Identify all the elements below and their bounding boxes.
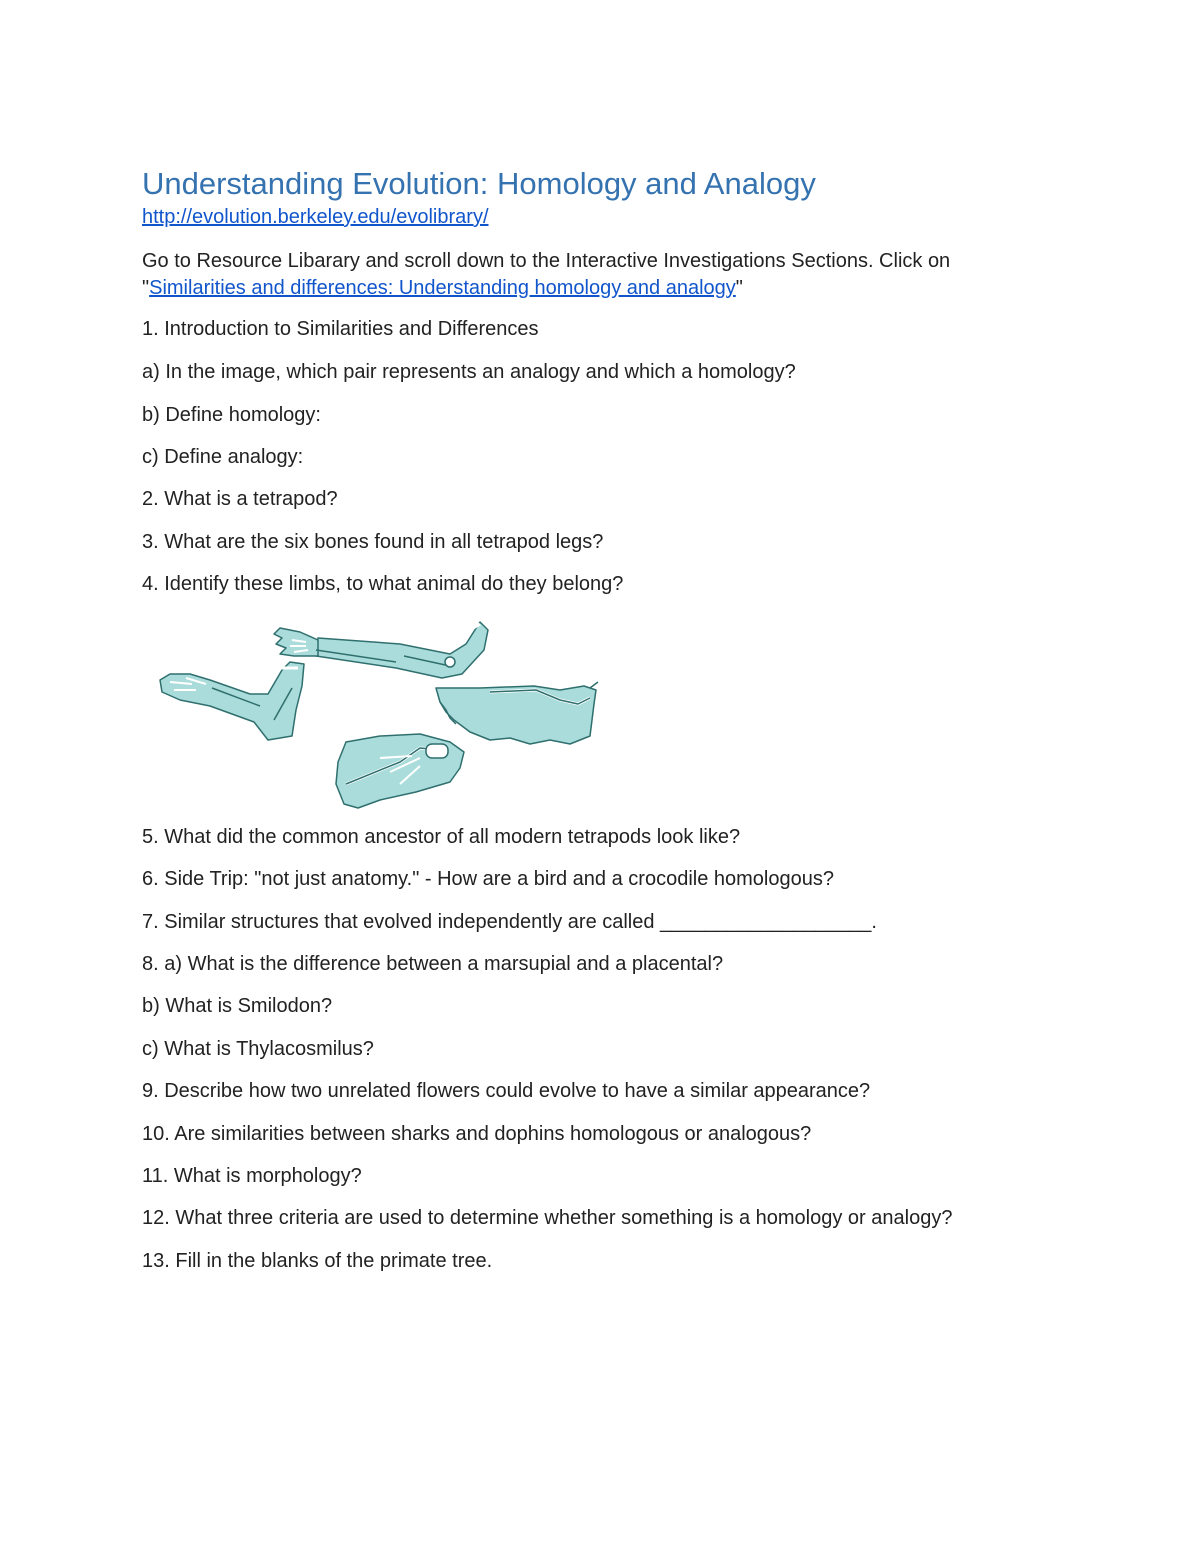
question-4: 4. Identify these limbs, to what animal do they belong?	[142, 573, 624, 595]
question-1c: c) Define analogy:	[142, 446, 304, 468]
instructions-text: Go to Resource Libarary and scroll down to the Interactive Investigations Sections. Click on "	[142, 250, 951, 299]
similarities-differences-link[interactable]: Similarities and differences: Understanding homology and analogy	[149, 277, 736, 299]
question-9: 9. Describe how two unrelated flowers could evolve to have a similar appearance?	[142, 1080, 871, 1102]
question-8b: b) What is Smilodon?	[142, 995, 333, 1017]
source-url-link[interactable]: http://evolution.berkeley.edu/evolibrary/	[142, 206, 489, 228]
question-1: 1. Introduction to Similarities and Differences	[142, 318, 539, 340]
page-title: Understanding Evolution: Homology and Analogy	[142, 166, 816, 201]
cat-leg-image	[160, 662, 304, 740]
question-6: 6. Side Trip: "not just anatomy." - How are a bird and a crocodile homologous?	[142, 868, 834, 890]
question-5: 5. What did the common ancestor of all modern tetrapods look like?	[142, 826, 741, 848]
question-12: 12. What three criteria are used to determine whether something is a homology or analogy?	[142, 1207, 953, 1229]
instructions-quote-close: "	[735, 277, 743, 299]
question-1b: b) Define homology:	[142, 404, 321, 426]
question-11: 11. What is morphology?	[142, 1165, 362, 1187]
question-1a: a) In the image, which pair represents an analogy and which a homology?	[142, 361, 796, 383]
human-arm-image	[274, 622, 488, 678]
question-2: 2. What is a tetrapod?	[142, 488, 338, 510]
question-3: 3. What are the six bones found in all tetrapod legs?	[142, 531, 604, 553]
question-13: 13. Fill in the blanks of the primate tree.	[142, 1250, 493, 1272]
question-8a: 8. a) What is the difference between a marsupial and a placental?	[142, 953, 724, 975]
tetrapod-limbs-illustration	[150, 608, 610, 813]
question-8c: c) What is Thylacosmilus?	[142, 1038, 374, 1060]
whale-flipper-image	[336, 734, 464, 808]
question-10: 10. Are similarities between sharks and dophins homologous or analogous?	[142, 1123, 812, 1145]
instructions-paragraph	[142, 248, 1042, 302]
question-7: 7. Similar structures that evolved independently are called ___________________.	[142, 911, 877, 933]
bird-wing-image	[436, 682, 598, 744]
